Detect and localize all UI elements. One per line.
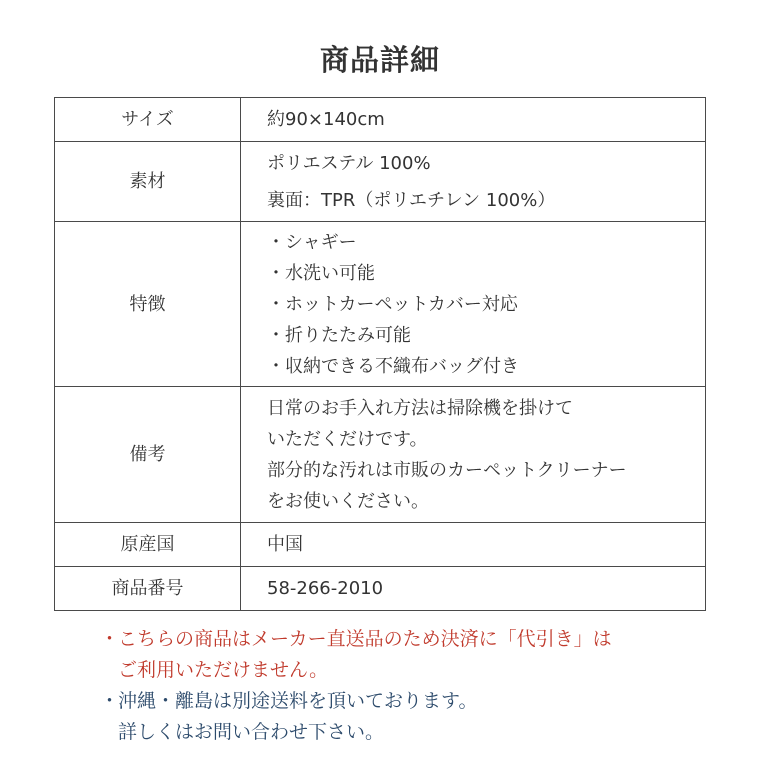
note-bullet: ・ — [100, 628, 120, 650]
note-line: ご利用いただけません。 — [118, 659, 329, 681]
row-value-product-number — [241, 567, 706, 611]
value-line: ・シャギー — [267, 231, 357, 253]
row-value-material — [241, 142, 706, 222]
row-label-material: 素材 — [55, 142, 241, 222]
value-line: ・水洗い可能 — [267, 262, 375, 284]
value-line: 約90×140cm — [267, 109, 385, 130]
note-shipping-fee — [100, 686, 730, 748]
row-value-features — [241, 222, 706, 387]
value-line: いただくだけです。 — [267, 428, 428, 450]
product-spec-table — [54, 97, 706, 611]
row-value-size — [241, 98, 706, 142]
table-row — [55, 523, 706, 567]
page-title: 商品詳細 — [319, 43, 440, 77]
note-cod-unavailable — [100, 624, 730, 686]
note-line: 詳しくはお問い合わせ下さい。 — [118, 721, 385, 743]
value-line: ・収納できる不織布バッグ付き — [267, 355, 519, 377]
value-line: をお使いください。 — [267, 490, 429, 512]
table-row — [55, 567, 706, 611]
value-line: 部分的な汚れは市販のカーペットクリーナー — [267, 459, 627, 481]
note-line: 沖縄・離島は別途送料を頂いております。 — [118, 690, 478, 712]
row-label-features: 特徴 — [55, 222, 241, 387]
value-line: ポリエステル 100% — [267, 152, 431, 174]
table-row — [55, 98, 706, 142]
row-label-product-number: 商品番号 — [55, 567, 241, 611]
value-line: 中国 — [267, 534, 303, 555]
table-row — [55, 387, 706, 523]
value-line: ・折りたたみ可能 — [267, 324, 411, 346]
table-row — [55, 222, 706, 387]
notes — [100, 624, 730, 748]
value-line: 裏面：TPR（ポリエチレン 100%） — [267, 189, 556, 211]
row-label-origin: 原産国 — [55, 523, 241, 567]
value-line: 58-266-2010 — [267, 578, 384, 599]
value-line: 日常のお手入れ方法は掃除機を掛けて — [267, 397, 573, 419]
note-line: こちらの商品はメーカー直送品のため決済に「代引き」は — [118, 628, 612, 650]
table-row — [55, 142, 706, 222]
row-label-size: サイズ — [55, 98, 241, 142]
row-label-remarks: 備考 — [55, 387, 241, 523]
row-value-origin — [241, 523, 706, 567]
row-value-remarks — [241, 387, 706, 523]
note-bullet: ・ — [100, 690, 120, 712]
value-line: ・ホットカーペットカバー対応 — [267, 293, 518, 315]
